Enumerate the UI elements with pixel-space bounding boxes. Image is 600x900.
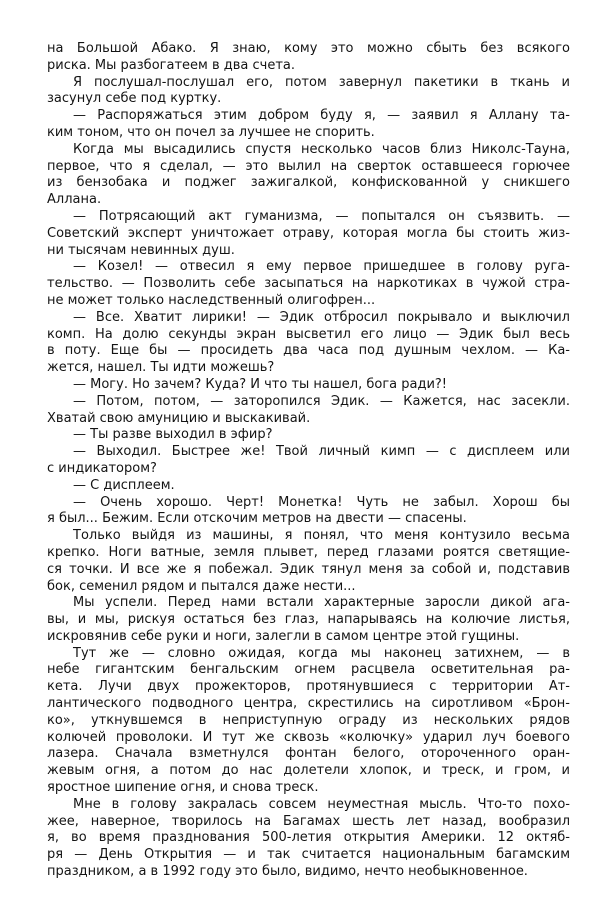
text-line: — Ты разве выходил в эфир? xyxy=(73,427,273,443)
text-line: Мне в голову закралась совсем неуместная мысль. Что-то похо- xyxy=(73,796,570,812)
text-line: кета. Лучи двух прожекторов, протянувшиеся с территории Ат- xyxy=(47,679,570,695)
text-line: яростное шипение огня, и снова треск. xyxy=(47,780,319,796)
text-line: засунул себе под куртку. xyxy=(47,91,222,107)
text-line: Только выйдя из машины, я понял, что меня контузило весьма xyxy=(73,528,570,544)
text-line: праздником, а в 1992 году это было, видимо, нечто необыкновенное. xyxy=(47,864,528,880)
text-line: — Потрясающий акт гуманизма, — попытался он съязвить. — xyxy=(73,208,570,224)
text-line: тельство. — Позволить себе засыпаться на наркотиках в чужой стра- xyxy=(47,276,570,292)
text-line: жее, наверное, творилось на Багамах шесть лет назад, вообразил xyxy=(47,813,570,829)
text-line: вы, и мы, рискуя остаться без глаз, напарываясь на колючие листья, xyxy=(47,612,570,628)
text-line: ря — День Открытия — и так считается национальным багамским xyxy=(47,847,570,863)
text-line: с индикатором? xyxy=(47,460,157,476)
text-line: Хватай свою амуницию и выскакивай. xyxy=(47,410,311,426)
text-line: первое, что я сделал, — это вылил на сверток оставшееся горючее xyxy=(47,158,570,174)
text-line: Когда мы высадились спустя несколько часов близ Николс-Тауна, xyxy=(73,141,570,157)
text-line: — Очень хорошо. Черт! Монетка! Чуть не забыл. Хорош бы xyxy=(73,494,570,510)
text-line: — Потом, потом, — заторопился Эдик. — Кажется, нас засекли. xyxy=(73,393,570,409)
text-line: — Распоряжаться этим добром буду я, — заявил я Аллану та- xyxy=(73,108,570,124)
text-line: — Все. Хватит лирики! — Эдик отбросил покрывало и выключил xyxy=(73,309,570,325)
text-line: Тут же — словно ожидая, когда мы наконец затихнем, — в xyxy=(73,645,570,661)
text-line: небе гигантским бенгальским огнем расцвела осветительная ра- xyxy=(47,662,570,678)
text-line: Я послушал-послушал его, потом завернул пакетики в ткань и xyxy=(73,74,570,90)
text-line: ким тоном, что он почел за лучшее не спорить. xyxy=(47,124,375,140)
text-line: жевым огня, а потом до нас долетели хлопок, и треск, и гром, и xyxy=(47,763,570,779)
text-line: на Большой Абако. Я знаю, кому это можно сбыть без всякого xyxy=(47,41,570,56)
text-line: крепко. Ноги ватные, земля плывет, перед глазами роятся светящие- xyxy=(47,544,570,560)
text-line: ся точки. И все же я побежал. Эдик тянул меня за собой и, подставив xyxy=(47,561,570,577)
text-line: ни тысячам невинных душ. xyxy=(47,242,235,258)
text-line: я, во время празднования 500-летия открытия Америки. 12 октяб- xyxy=(47,830,570,846)
text-line: — Выходил. Быстрее же! Твой личный кимп — с дисплеем или xyxy=(73,444,570,460)
text-line: в поту. Еще бы — просидеть два часа под душным чехлом. — Ка- xyxy=(47,343,570,359)
page-text xyxy=(47,41,570,881)
text-line: колючей проволоки. И тут же сквозь «колючку» ударил луч боевого xyxy=(47,729,570,745)
text-line: бок, семенил рядом и пытался даже нести... xyxy=(47,578,356,594)
text-line: Мы успели. Перед нами встали характерные заросли дикой ага- xyxy=(73,595,570,611)
text-line: ко», уткнувшемся в неприступную ограду из нескольких рядов xyxy=(47,712,570,728)
text-line: — С дисплеем. xyxy=(73,477,175,493)
text-line: жется, нашел. Ты идти можешь? xyxy=(47,360,275,376)
text-line: из бензобака и поджег зажигалкой, конфискованной у сникшего xyxy=(47,175,570,191)
text-line: лазера. Сначала взметнулся фонтан белого, отороченного оран- xyxy=(47,746,570,762)
text-line: — Могу. Но зачем? Куда? И что ты нашел, бога ради?! xyxy=(73,376,448,392)
text-line: не может только наследственный олигофрен... xyxy=(47,292,376,308)
text-line: — Козел! — отвесил я ему первое пришедшее в голову руга- xyxy=(73,259,570,275)
text-line: лантического подводного центра, скрестились на сиротливом «Брон- xyxy=(47,696,570,712)
text-line: комп. На долю секунды экран высветил его лицо — Эдик был весь xyxy=(47,326,570,342)
text-line: я был... Бежим. Если отскочим метров на двести — спасены. xyxy=(47,511,467,527)
text-line: Аллана. xyxy=(47,192,102,208)
text-line: риска. Мы разбогатеем в два счета. xyxy=(47,57,295,73)
text-line: Советский эксперт уничтожает отраву, которая могла бы стоить жиз- xyxy=(47,225,570,241)
text-line: искровянив себе руки и ноги, залегли в самом центре этой гущины. xyxy=(47,628,520,644)
